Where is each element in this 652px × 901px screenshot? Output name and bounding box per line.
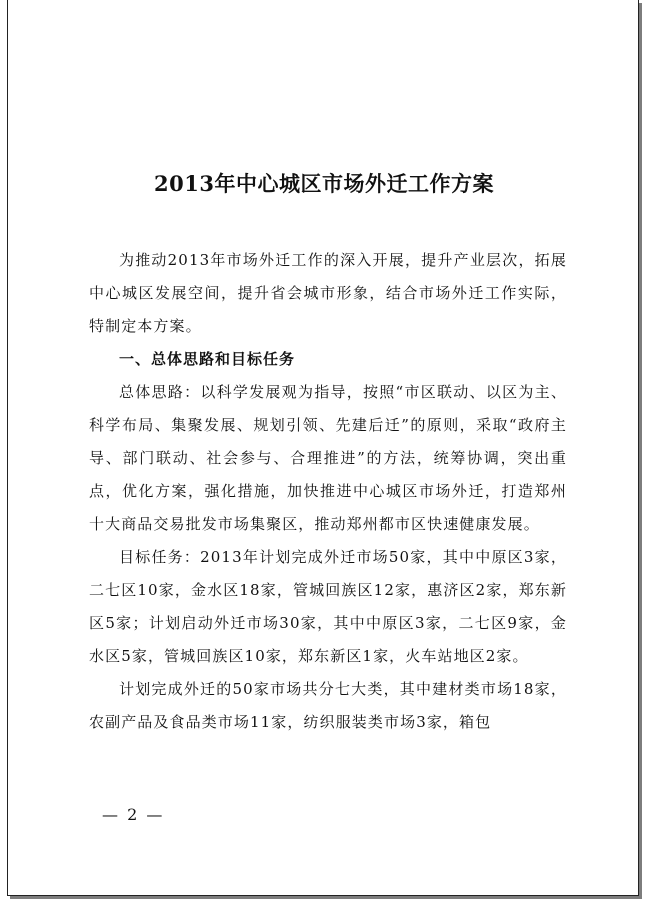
section-heading: 一、总体思路和目标任务	[119, 350, 296, 368]
target-task-paragraph: 目标任务：2013年计划完成外迁市场50家，其中中原区3家，二七区10家，金水区18家，管城回族区12家，惠济区2家，郑东新区5家；计划启动外迁市场30家，其中中原区3家，二七区9家，金水区5家，管城回族区10家，郑东新区1家，火车站地区2家。	[89, 548, 567, 665]
document-title: 2013年中心城区市场外迁工作方案	[154, 171, 494, 196]
document-page	[7, 0, 639, 896]
document-body	[89, 244, 567, 739]
intro-paragraph: 为推动2013年市场外迁工作的深入开展，提升产业层次，拓展中心城区发展空间，提升省会城市形象，结合市场外迁工作实际，特制定本方案。	[89, 251, 567, 335]
overall-approach-paragraph: 总体思路：以科学发展观为指导，按照“市区联动、以区为主、科学布局、集聚发展、规划引领、先建后迁”的原则，采取“政府主导、部门联动、社会参与、合理推进”的方法，统筹协调，突出重点，优化方案，强化措施，加快推进中心城区市场外迁，打造郑州十大商品交易批发市场集聚区，推动郑州都市区快速健康发展。	[89, 383, 567, 533]
market-category-paragraph: 计划完成外迁的50家市场共分七大类，其中建材类市场18家，农副产品及食品类市场11家，纺织服装类市场3家，箱包	[89, 680, 567, 731]
page-number: — 2 —	[102, 805, 165, 824]
